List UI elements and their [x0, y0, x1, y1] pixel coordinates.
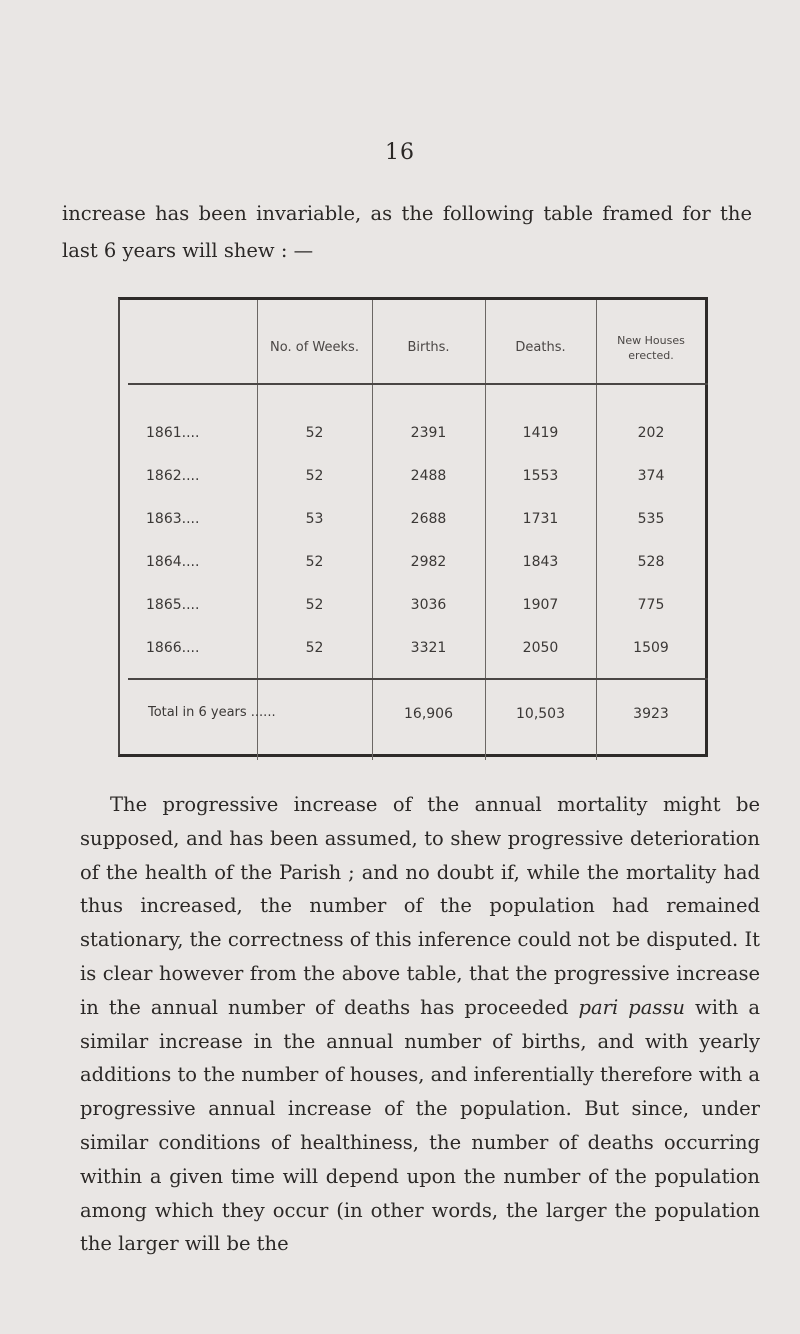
- header-deaths: Deaths.: [515, 339, 566, 355]
- row-births: 3321: [410, 640, 447, 656]
- table-row: [120, 586, 710, 624]
- table-row: [120, 629, 710, 667]
- total-label: Total in 6 years ......: [148, 705, 276, 720]
- total-births: 16,906: [404, 706, 453, 722]
- table-row: [120, 457, 710, 495]
- row-year: 1862....: [146, 468, 200, 484]
- row-year: 1861....: [146, 425, 200, 441]
- row-year: 1864....: [146, 554, 200, 570]
- row-houses: 775: [637, 597, 665, 613]
- row-weeks: 52: [305, 468, 324, 484]
- row-deaths: 2050: [522, 640, 559, 656]
- row-deaths: 1553: [522, 468, 559, 484]
- row-weeks: 53: [305, 511, 324, 527]
- row-births: 2688: [410, 511, 447, 527]
- row-houses: 535: [637, 511, 665, 527]
- row-births: 2488: [410, 468, 447, 484]
- row-weeks: 52: [305, 425, 324, 441]
- table-row: [120, 500, 710, 538]
- total-deaths: 10,503: [516, 706, 565, 722]
- row-births: 3036: [410, 597, 447, 613]
- header-births: Births.: [407, 339, 450, 355]
- row-houses: 202: [637, 425, 665, 441]
- row-deaths: 1419: [522, 425, 559, 441]
- row-deaths: 1731: [522, 511, 559, 527]
- intro-paragraph: increase has been invariable, as the following table framed for the last 6 years will shew : —: [62, 202, 752, 262]
- row-births: 2982: [410, 554, 447, 570]
- header-weeks: No. of Weeks.: [270, 339, 359, 355]
- row-houses: 374: [637, 468, 665, 484]
- page-number: 16: [385, 140, 415, 165]
- row-weeks: 52: [305, 640, 324, 656]
- total-houses: 3923: [633, 706, 669, 722]
- row-year: 1866....: [146, 640, 200, 656]
- total-rule: [128, 678, 708, 680]
- body-text-start: The progressive increase of the annual mortality might be supposed, and has been assumed, to shew progressive deterioration of the health of the Parish ; and no doubt if, while the mortality had thus increased, the number of the population had remained stationary, the correctness of this inference could not be disputed. It is clear however from the above table, that the progressive increase in the annual number of deaths has proceeded: [80, 793, 760, 1019]
- table-row: [120, 543, 710, 581]
- row-year: 1865....: [146, 597, 200, 613]
- row-houses: 528: [637, 554, 665, 570]
- row-weeks: 52: [305, 597, 324, 613]
- row-births: 2391: [410, 425, 447, 441]
- row-deaths: 1907: [522, 597, 559, 613]
- header-houses: New Houses erected.: [617, 333, 685, 362]
- body-paragraph: [80, 788, 760, 1261]
- row-deaths: 1843: [522, 554, 559, 570]
- row-weeks: 52: [305, 554, 324, 570]
- row-houses: 1509: [633, 640, 669, 656]
- table-row: [120, 414, 710, 452]
- row-year: 1863....: [146, 511, 200, 527]
- body-italic-phrase: pari passu: [578, 995, 685, 1019]
- statistics-table: [118, 297, 708, 757]
- body-text-end: with a similar increase in the annual number of births, and with yearly additions to the number of houses, and inferentially therefore with a progressive annual increase of the population. But since, under similar conditions of healthiness, the number of deaths occurring within a given time will depend upon the number of the population among which they occur (in other words, the larger the population the larger will be the: [80, 995, 761, 1256]
